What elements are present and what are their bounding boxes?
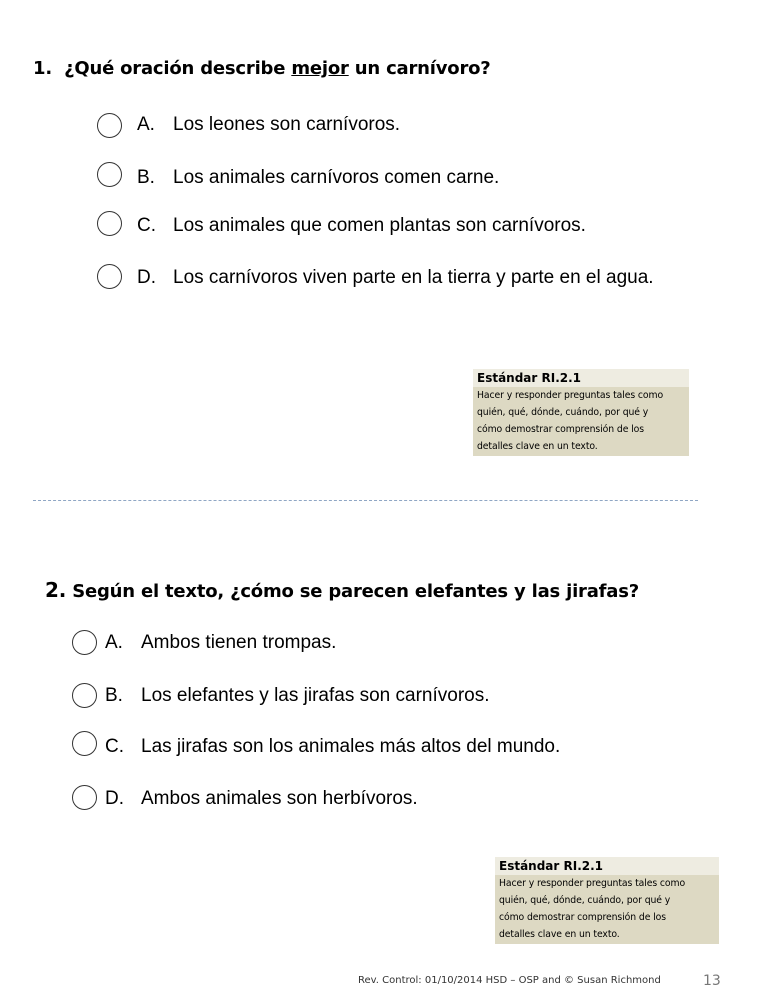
page-number: 13 (703, 973, 721, 989)
q2-option-b[interactable] (105, 685, 490, 707)
footer-control-text: Rev. Control: 01/10/2014 HSD – OSP and © Susan Richmond (358, 975, 661, 986)
q1-option-c[interactable] (137, 215, 586, 237)
question-2-title (45, 578, 639, 602)
question-1-title (33, 58, 491, 79)
q2-standard-line: cómo demostrar comprensión de los (499, 912, 666, 923)
q2-option-a[interactable] (105, 632, 336, 654)
q1-option-d[interactable] (137, 267, 654, 289)
question-1-title-emphasis: mejor (291, 58, 349, 79)
q2-standard-text (495, 875, 719, 943)
q1-option-d-bubble[interactable] (97, 264, 122, 289)
q2-option-d-bubble[interactable] (72, 785, 97, 810)
q1-standard-text (473, 387, 689, 455)
q1-standard-line: quién, qué, dónde, cuándo, por qué y (477, 407, 649, 418)
q2-standard-line: Hacer y responder preguntas tales como (499, 878, 686, 889)
question-1-title-end: un carnívoro? (348, 58, 491, 79)
q1-option-a-letter: A. (137, 114, 155, 135)
q1-option-a-text: Los leones son carnívoros. (173, 114, 401, 135)
q1-option-c-letter: C. (137, 215, 156, 236)
q2-standard-box (495, 857, 719, 944)
q1-option-b-text: Los animales carnívoros comen carne. (173, 167, 500, 188)
section-divider (33, 500, 698, 501)
q1-option-a[interactable] (137, 114, 400, 136)
q1-standard-line: Hacer y responder preguntas tales como (477, 390, 664, 401)
q1-option-d-text: Los carnívoros viven parte en la tierra y parte en el agua. (173, 267, 654, 288)
q1-option-b-bubble[interactable] (97, 162, 122, 187)
q1-standard-line: detalles clave en un texto. (477, 441, 598, 452)
q2-option-a-letter: A. (105, 632, 123, 653)
q2-standard-line: quién, qué, dónde, cuándo, por qué y (499, 895, 671, 906)
question-1-title-start: ¿Qué oración describe (64, 58, 292, 79)
q2-option-b-text: Los elefantes y las jirafas son carnívoros. (141, 685, 490, 706)
q1-option-a-bubble[interactable] (97, 113, 122, 138)
q2-option-d-letter: D. (105, 788, 124, 809)
q1-standard-box (473, 369, 689, 456)
q2-standard-line: detalles clave en un texto. (499, 929, 620, 940)
q2-option-a-text: Ambos tienen trompas. (141, 632, 337, 653)
q2-option-d[interactable] (105, 788, 418, 810)
q1-option-c-text: Los animales que comen plantas son carnívoros. (173, 215, 586, 236)
q1-standard-line: cómo demostrar comprensión de los (477, 424, 644, 435)
q2-standard-heading: Estándar RI.2.1 (495, 857, 719, 875)
q1-standard-heading: Estándar RI.2.1 (473, 369, 689, 387)
q2-option-c-letter: C. (105, 736, 124, 757)
q2-option-c[interactable] (105, 736, 560, 758)
q2-option-c-text: Las jirafas son los animales más altos del mundo. (141, 736, 561, 757)
question-1-number: 1. (33, 58, 52, 79)
q2-option-b-bubble[interactable] (72, 683, 97, 708)
q1-option-c-bubble[interactable] (97, 211, 122, 236)
question-2-title-text: Según el texto, ¿cómo se parecen elefantes y las jirafas? (72, 581, 639, 602)
q1-option-b-letter: B. (137, 167, 155, 188)
question-2-number: 2. (45, 578, 67, 602)
q1-option-d-letter: D. (137, 267, 156, 288)
q2-option-c-bubble[interactable] (72, 731, 97, 756)
q2-option-a-bubble[interactable] (72, 630, 97, 655)
q2-option-d-text: Ambos animales son herbívoros. (141, 788, 418, 809)
q1-option-b[interactable] (137, 167, 499, 189)
q2-option-b-letter: B. (105, 685, 123, 706)
